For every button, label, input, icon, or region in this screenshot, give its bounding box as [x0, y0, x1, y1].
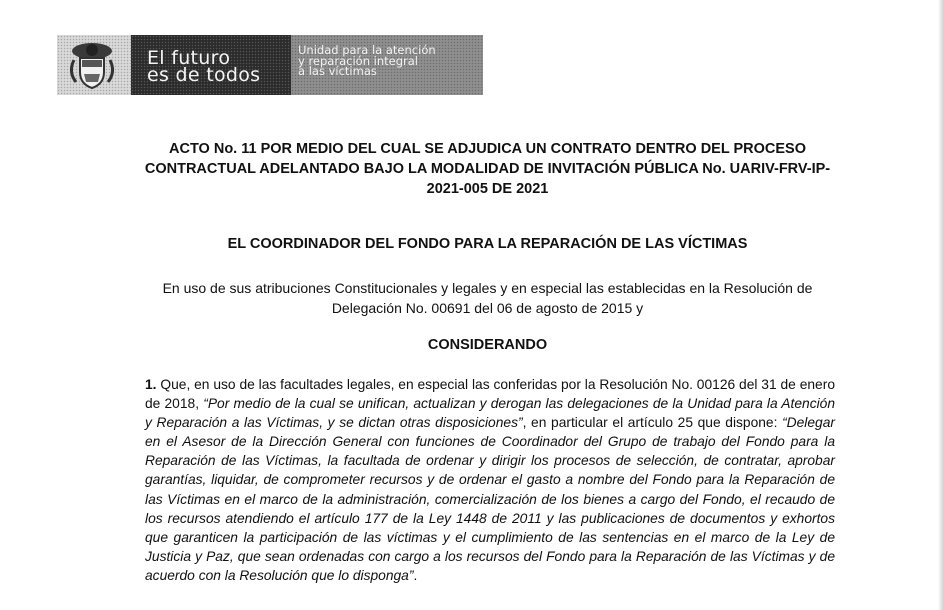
entity-line-1: Unidad para la atención: [298, 43, 436, 57]
paragraph-number: 1.: [145, 377, 157, 392]
entity-line-2: y reparación integral: [298, 53, 418, 68]
intro-line-2: Delegación No. 00691 del 06 de agosto de 2015 y: [331, 300, 644, 316]
article-quote: “Delegar en el Asesor de la Dirección General con funciones de Coordinador del Grupo de trabajo del Fondo para la Reparación de las Víctimas, la facultada de ordenar y dirigir los procesos de selección, de contratar, aprobar garantías, liquidar, de comprometer recursos y de ordenar el gasto a nombre del Fondo para la Reparación de las Víctimas en el marco de la administración, comercialización de los bienes a cargo del Fondo, el recaudo de los recursos atendiendo el artículo 177 de la Ley 1448 de 2011 y las publicaciones de documentos y exhortos que garanticen la participación de las víctimas y el cumplimiento de las sentencias en el marco de la Ley de Justicia y Paz, que sean ordenadas con cargo a los recursos del Fondo para la Reparación de las Víctimas y de acuerdo con la Resolución que lo disponga”: [145, 415, 835, 583]
title-line-3: 2021-005 DE 2021: [426, 181, 549, 197]
intro-line-1: En uso de sus atribuciones Constitucionales y legales y en especial las establecidas en la Resolución de: [162, 280, 813, 296]
document-title: [120, 139, 855, 199]
title-line-2: CONTRACTUAL ADELANTADO BAJO LA MODALIDAD DE INVITACIÓN PÚBLICA No. UARIV-FRV-IP-: [144, 161, 831, 177]
intro-paragraph: [120, 278, 855, 318]
entity-line-3: a las víctimas: [298, 64, 377, 78]
resolution-title-quote: “Por medio de la cual se unifican, actualizan y derogan las delegaciones de la Unidad para la Atención y Reparación a las Víctimas, y se dictan otras disposiciones”: [145, 396, 836, 431]
paragraph-1: [145, 375, 835, 585]
paragraph-text-c: , en particular el artículo 25 que dispone:: [522, 415, 783, 431]
entity-name: [298, 45, 436, 77]
slogan-line-1: El futuro: [147, 47, 231, 69]
section-heading: CONSIDERANDO: [427, 337, 548, 353]
government-slogan: [147, 47, 261, 86]
slogan-line-2: es de todos: [147, 64, 261, 86]
coat-of-arms-logo: [60, 38, 124, 92]
scan-edge-shadow: [938, 0, 944, 610]
title-line-1: ACTO No. 11 POR MEDIO DEL CUAL SE ADJUDICA UN CONTRATO DENTRO DEL PROCESO: [169, 141, 806, 157]
paragraph-text-a: Que, en uso de las facultades legales, en especial las conferidas por la Resolución No. 00126 del 31 de enero de 2018,: [145, 377, 835, 412]
document-subtitle: EL COORDINADOR DEL FONDO PARA LA REPARACIÓN DE LAS VÍCTIMAS: [227, 236, 748, 252]
paragraph-text-e: .: [413, 567, 418, 583]
